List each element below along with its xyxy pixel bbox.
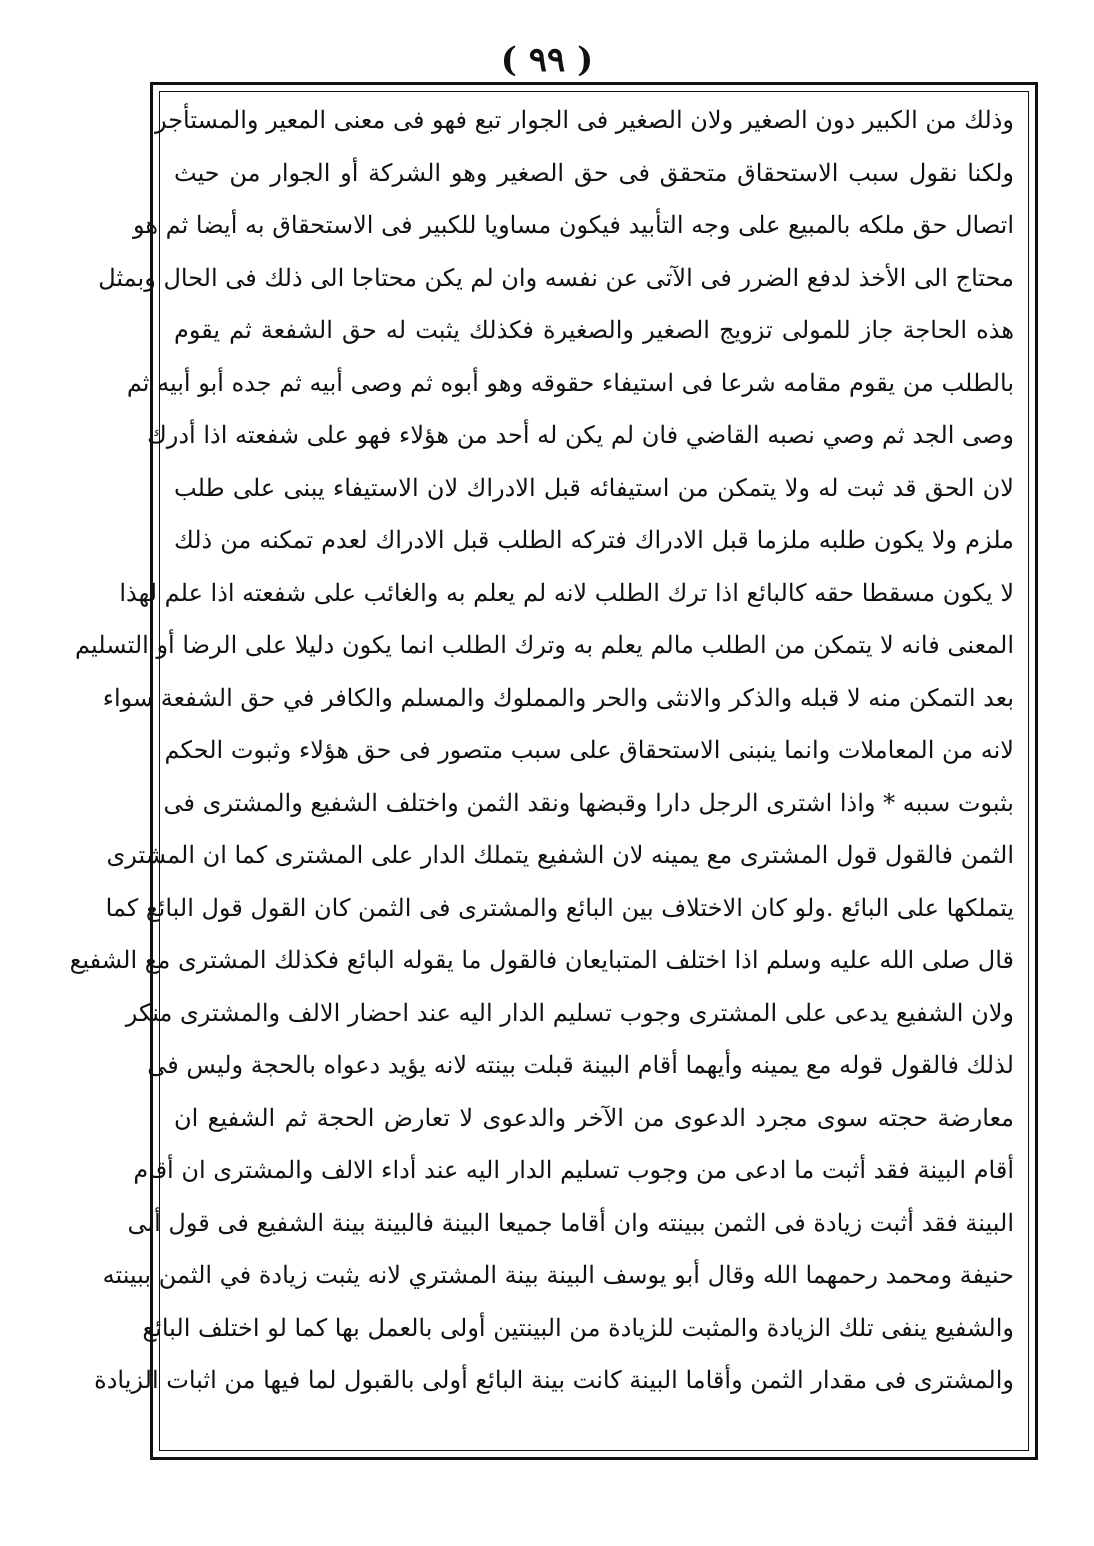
text-line-8: لان الحق قد ثبت له ولا يتمكن من استيفائه قبل الادراك لان الاستيفاء يبنى على طلب	[174, 473, 1014, 502]
text-line-24: والشفيع ينفى تلك الزيادة والمثبت للزيادة من البينتين أولى بالعمل بها كما لو اختلف البائع	[142, 1313, 1014, 1342]
text-line-12: بعد التمكن منه لا قبله والذكر والانثى والحر والمملوك والمسلم والكافر في حق الشفعة سواء	[102, 683, 1014, 712]
text-line-13: لانه من المعاملات وانما ينبنى الاستحقاق على سبب متصور فى حق هؤلاء وثبوت الحكم	[164, 736, 1014, 764]
text-line-17: قال صلى الله عليه وسلم اذا اختلف المتبايعان فالقول ما يقوله البائع فكذلك المشترى مع الشفيع	[69, 946, 1014, 974]
text-line-20: معارضة حجته سوى مجرد الدعوى من الآخر والدعوى لا تعارض الحجة ثم الشفيع ان	[174, 1103, 1014, 1132]
text-line-3: اتصال حق ملكه بالمبيع على وجه التأبيد فيكون مساويا للكبير فى الاستحقاق به أيضا ثم هو	[132, 211, 1014, 239]
text-line-21: أقام البينة فقد أثبت ما ادعى من وجوب تسليم الدار اليه عند أداء الالف والمشترى ان أقام	[133, 1156, 1014, 1184]
text-line-5: هذه الحاجة جاز للمولى تزويج الصغير والصغيرة فكذلك يثبت له حق الشفعة ثم يقوم	[174, 316, 1014, 344]
text-line-9: ملزم ولا يكون طلبه ملزما قبل الادراك فتركه الطلب قبل الادراك لعدم تمكنه من ذلك	[174, 526, 1014, 554]
text-line-25: والمشترى فى مقدار الثمن وأقاما البينة كانت بينة البائع أولى بالقبول لما فيها من اثبات الزيادة	[94, 1366, 1014, 1394]
text-line-11: المعنى فانه لا يتمكن من الطلب مالم يعلم به وترك الطلب انما يكون دليلا على الرضا أو التسليم	[75, 631, 1014, 659]
page-number: ( ٩٩ )	[500, 40, 594, 80]
text-body	[69, 94, 1014, 1407]
text-line-2: ولكنا نقول سبب الاستحقاق متحقق فى حق الصغير وهو الشركة أو الجوار من حيث	[174, 158, 1014, 187]
text-line-4: محتاج الى الأخذ لدفع الضرر فى الآتى عن نفسه وان لم يكن محتاجا الى ذلك فى الحال وبمثل	[98, 263, 1014, 292]
text-line-7: وصى الجد ثم وصي نصبه القاضي فان لم يكن له أحد من هؤلاء فهو على شفعته اذا أدرك	[147, 421, 1014, 449]
text-line-10: لا يكون مسقطا حقه كالبائع اذا ترك الطلب لانه لم يعلم به والغائب على شفعته اذا علم لهذا	[119, 578, 1014, 607]
text-line-19: لذلك فالقول قوله مع يمينه وأيهما أقام البينة قبلت بينته لانه يؤيد دعواه بالحجة وليس فى	[147, 1051, 1014, 1079]
text-line-1: وذلك من الكبير دون الصغير ولان الصغير فى الجوار تبع فهو فى معنى المعير والمستأجر	[154, 106, 1014, 134]
text-line-22: البينة فقد أثبت زيادة فى الثمن ببينته وان أقاما جميعا البينة فالبينة بينة الشفيع فى قول أبى	[127, 1208, 1014, 1237]
text-line-23: حنيفة ومحمد رحمهما الله وقال أبو يوسف البينة بينة المشتري لانه يثبت زيادة في الثمن ببينته	[102, 1261, 1014, 1289]
text-line-15: الثمن فالقول قول المشترى مع يمينه لان الشفيع يتملك الدار على المشترى كما ان المشترى	[106, 841, 1014, 869]
text-line-14: بثبوت سببه * واذا اشترى الرجل دارا وقبضها ونقد الثمن واختلف الشفيع والمشترى فى	[163, 788, 1014, 817]
text-line-6: بالطلب من يقوم مقامه شرعا فى استيفاء حقوقه وهو أبوه ثم وصى أبيه ثم جده أبو أبيه ثم	[126, 368, 1014, 397]
text-line-18: ولان الشفيع يدعى على المشترى وجوب تسليم الدار اليه عند احضار الالف والمشترى منكر	[125, 998, 1014, 1027]
text-line-16: يتملكها على البائع .ولو كان الاختلاف بين البائع والمشترى فى الثمن كان القول قول البائع كما	[105, 893, 1014, 922]
